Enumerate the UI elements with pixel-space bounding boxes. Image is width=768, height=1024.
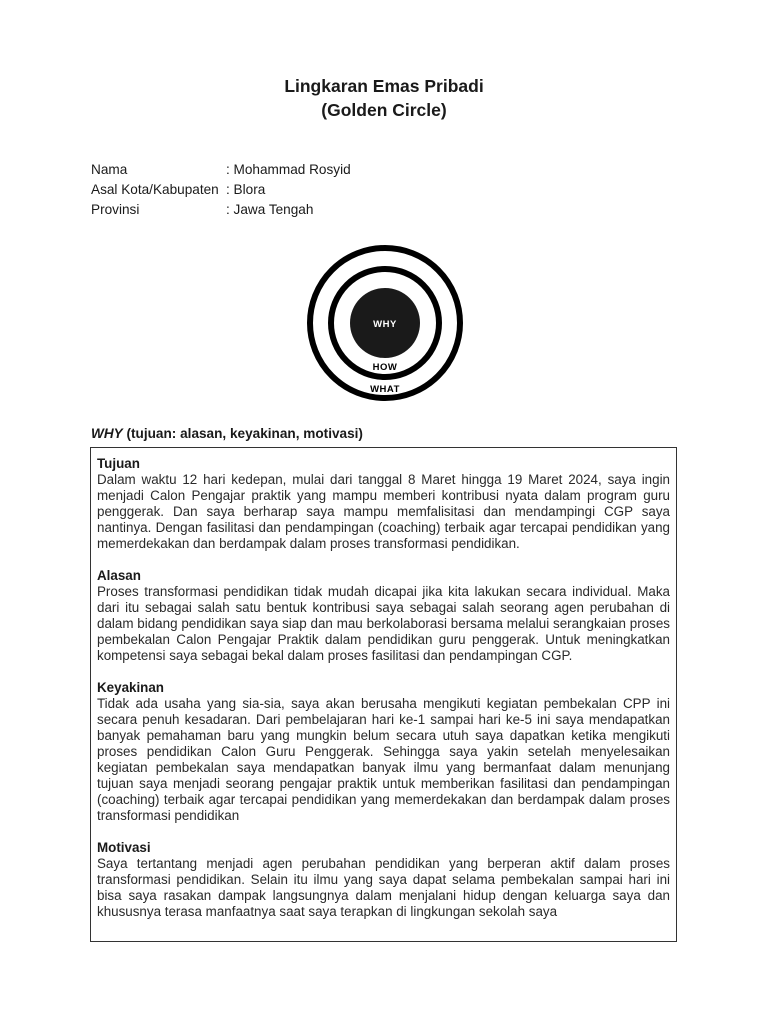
section-tujuan (97, 456, 670, 552)
section-body: Dalam waktu 12 hari kedepan, mulai dari tanggal 8 Maret hingga 19 Maret 2024, saya ingin menjadi Calon Pengajar praktik yang mampu memberi kontribusi nyata dalam program guru penggerak. Dan saya berharap saya mampu memfalisitasi dan mendampingi CGP saya nantinya. Dengan fasilitasi dan pendampingan (coaching) terbaik agar tercapai pendidikan yang memerdekakan dan berdampak dalam proses transformasi pendidikan. (97, 472, 670, 551)
section-title: Tujuan (97, 456, 140, 471)
golden-circle-diagram (305, 243, 465, 403)
identity-info (91, 160, 351, 220)
section-motivasi (97, 840, 670, 920)
why-section-heading (91, 426, 363, 441)
info-label: Asal Kota/Kabupaten (91, 182, 219, 197)
why-heading-rest: (tujuan: alasan, keyakinan, motivasi) (122, 426, 363, 441)
title-line-2: (Golden Circle) (321, 100, 447, 120)
info-row-provinsi (91, 200, 351, 220)
info-value: : Jawa Tengah (226, 202, 314, 217)
title-line-1: Lingkaran Emas Pribadi (284, 76, 484, 96)
why-content-box (90, 447, 677, 942)
section-body: Saya tertantang menjadi agen perubahan pendidikan yang berperan aktif dalam proses transformasi pendidikan. Selain itu ilmu yang saya dapat selama pembekalan sampai hari ini bisa saya rasakan dampak langsungnya dalam menjalani hidup dengan keluarga saya dan khususnya terasa manfaatnya saat saya terapkan di lingkungan sekolah saya (97, 856, 670, 919)
info-label: Nama (91, 162, 128, 177)
section-title: Keyakinan (97, 680, 164, 695)
how-label: HOW (372, 362, 398, 373)
why-heading-term: WHY (91, 426, 123, 441)
info-value: : Blora (226, 182, 266, 197)
section-body: Tidak ada usaha yang sia-sia, saya akan berusaha mengikuti kegiatan pembekalan CPP ini secara penuh kesadaran. Dari pembelajaran hari ke-1 sampai hari ke-5 ini saya mendapatkan banyak pemahaman baru yang mungkin belum secara utuh saya dapatkan ketika mengikuti proses pendidikan Calon Guru Penggerak. Sehingga saya yakin setelah menyelesaikan kegiatan pembekalan saya mendapatkan banyak ilmu yang bermanfaat dalam menunjang tujuan saya menjadi seorang pengajar praktik untuk memberikan fasilitasi dan pendampingan (coaching) terbaik agar tercapai pendidikan yang memerdekakan dan berdampak dalam proses transformasi pendidikan (97, 696, 670, 823)
golden-circle-svg (305, 243, 465, 403)
info-row-nama (91, 160, 351, 180)
info-value: : Mohammad Rosyid (226, 162, 351, 177)
section-body: Proses transformasi pendidikan tidak mudah dicapai jika kita lakukan secara individual. Maka dari itu sebagai salah satu bentuk kontribusi saya sebagai salah seorang agen perubahan di dalam bidang pendidikan saya siap dan mau berkolaborasi bersama melalui serangkaian proses pembekalan Calon Pengajar Praktik dalam pendidikan guru penggerak. Untuk meningkatkan kompetensi saya sebagai bekal dalam proses fasilitasi dan pendampingan CGP. (97, 584, 670, 663)
info-row-kota (91, 180, 351, 200)
document-title (0, 74, 768, 122)
section-alasan (97, 568, 670, 664)
what-label: WHAT (370, 384, 400, 395)
section-keyakinan (97, 680, 670, 824)
section-title: Motivasi (97, 840, 151, 855)
why-label: WHY (373, 319, 397, 330)
info-label: Provinsi (91, 202, 140, 217)
section-title: Alasan (97, 568, 141, 583)
